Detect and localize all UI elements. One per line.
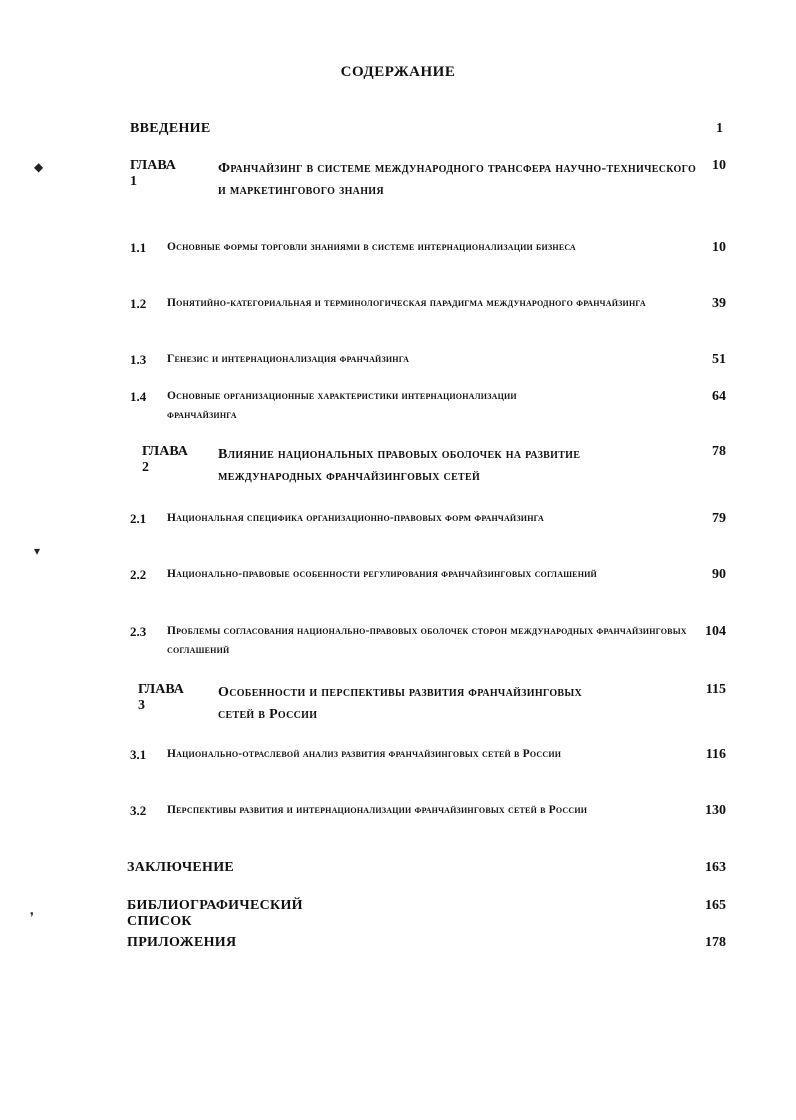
toc-page-number: 90: [712, 567, 726, 582]
toc-page-number: 10: [712, 158, 726, 173]
toc-page-number: 78: [712, 444, 726, 459]
toc-page-number: 178: [705, 935, 726, 950]
section-title: Национально-отраслевой анализ развития франчайзинговых сетей в России: [167, 748, 562, 760]
toc-page-number: 163: [705, 860, 726, 875]
section-title: Генезис и интернационализация франчайзинга: [167, 353, 410, 365]
toc-page-number: 1: [716, 121, 723, 136]
toc-entry-label: ПРИЛОЖЕНИЯ: [127, 935, 237, 950]
section-number: 1.3: [130, 352, 147, 367]
section-number: 3.1: [130, 747, 147, 762]
toc-page-number: 79: [712, 511, 726, 526]
toc-page-number: 39: [712, 296, 726, 311]
chapter-title: Особенности и перспективы развития франчайзинговых сетей в России: [218, 685, 583, 722]
toc-entry-label: ВВЕДЕНИЕ: [130, 121, 211, 136]
section-title: Основные организационные характеристики интернационализации франчайзинга: [167, 390, 517, 421]
chapter-number: ГЛАВА 2: [142, 444, 188, 475]
section-number: 1.1: [130, 240, 147, 255]
scan-mark: ▾: [34, 544, 41, 558]
section-title: Национальная специфика организационно-правовых форм франчайзинга: [167, 512, 545, 524]
section-number: 1.4: [130, 389, 147, 404]
section-number: 1.2: [130, 296, 147, 311]
section-number: 2.3: [130, 624, 147, 639]
section-number: 3.2: [130, 803, 147, 818]
toc-page-number: 165: [705, 898, 726, 913]
toc-page-number: 116: [705, 747, 726, 762]
toc-entry-label: ЗАКЛЮЧЕНИЕ: [127, 860, 235, 875]
page-title: СОДЕРЖАНИЕ: [340, 64, 456, 80]
section-title: Основные формы торговли знаниями в системе интернационализации бизнеса: [167, 241, 576, 253]
toc-page-number: 51: [712, 352, 726, 367]
toc-page-number: 130: [705, 803, 726, 818]
scan-mark: ❜: [30, 910, 34, 924]
toc-entry-label: БИБЛИОГРАФИЧЕСКИЙ СПИСОК: [127, 898, 303, 929]
scan-mark: ◆: [34, 160, 44, 174]
chapter-number: ГЛАВА 1: [130, 158, 176, 189]
toc-page-number: 10: [712, 240, 726, 255]
chapter-title: Влияние национальных правовых оболочек на развитие международных франчайзинговых сетей: [218, 447, 581, 484]
section-title: Понятийно-категориальная и терминологическая парадигма международного франчайзинга: [167, 297, 646, 309]
toc-page-number: 104: [705, 624, 726, 639]
toc-page-number: 115: [705, 682, 726, 697]
section-title: Национально-правовые особенности регулирования франчайзинговых соглашений: [167, 568, 597, 580]
section-title: Перспективы развития и интернационализации франчайзинговых сетей в России: [167, 804, 588, 816]
section-number: 2.1: [130, 511, 147, 526]
chapter-title: Франчайзинг в системе международного трансфера научно-технического и маркетингового знания: [218, 161, 697, 198]
chapter-number: ГЛАВА 3: [138, 682, 184, 713]
toc-page-number: 64: [712, 389, 726, 404]
section-number: 2.2: [130, 567, 147, 582]
section-title: Проблемы согласования национально-правовых оболочек сторон международных франчайзинговых соглашений: [167, 625, 687, 656]
